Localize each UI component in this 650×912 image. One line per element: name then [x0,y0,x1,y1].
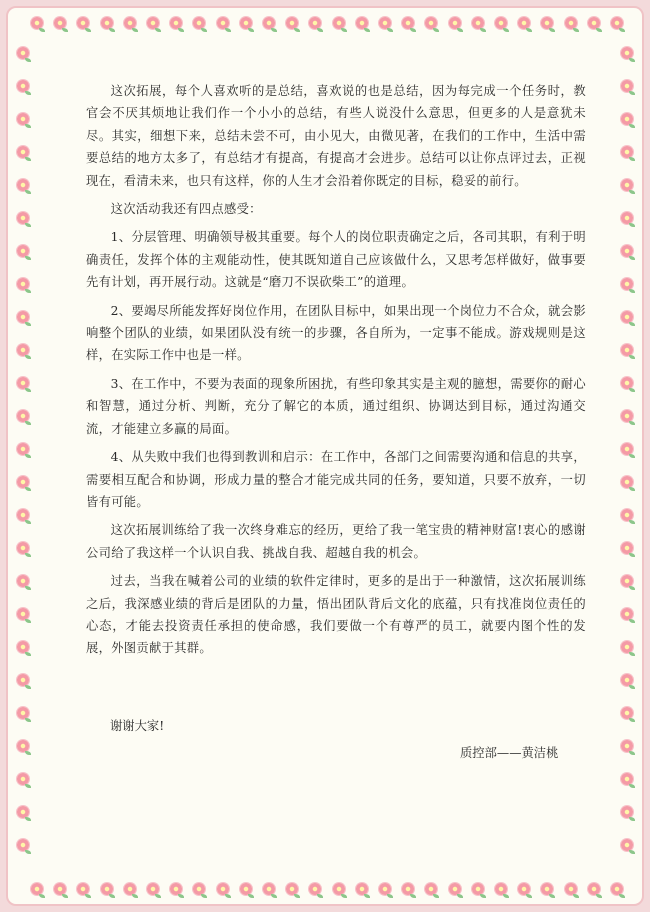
leaf-icon [629,388,635,392]
leaf-icon [178,894,184,898]
leaf-icon [25,685,31,689]
leaf-icon [480,28,486,32]
closing-text: 谢谢大家! [110,719,165,733]
leaf-icon [201,28,207,32]
leaf-icon [629,487,635,491]
leaf-icon [294,28,300,32]
leaf-icon [629,454,635,458]
leaf-icon [25,124,31,128]
leaf-icon [25,652,31,656]
paragraph-4: 2、要竭尽所能发挥好岗位作用，在团队目标中，如果出现一个岗位力不合众，就会影响整个团队的业绩，如果团队没有统一的步骤，各自所为，一定事不能成。游戏规则是这样，在实际工作中也是一样。 [86,303,586,363]
leaf-icon [25,91,31,95]
leaf-icon [109,894,115,898]
leaf-icon [629,124,635,128]
leaf-icon [271,894,277,898]
leaf-icon [526,28,532,32]
leaf-icon [629,322,635,326]
leaf-icon [25,388,31,392]
leaf-icon [25,58,31,62]
leaf-icon [387,28,393,32]
leaf-icon [629,817,635,821]
leaf-icon [25,751,31,755]
leaf-icon [62,28,68,32]
leaf-icon [629,289,635,293]
leaf-icon [596,28,602,32]
leaf-icon [629,619,635,623]
leaf-icon [629,223,635,227]
leaf-icon [25,817,31,821]
leaf-icon [25,157,31,161]
leaf-icon [271,28,277,32]
leaf-icon [317,28,323,32]
leaf-icon [25,355,31,359]
leaf-icon [39,894,45,898]
leaf-icon [619,894,625,898]
leaf-icon [629,91,635,95]
leaf-icon [364,894,370,898]
leaf-icon [629,751,635,755]
leaf-icon [25,619,31,623]
leaf-icon [248,28,254,32]
paragraph-8: 过去，当我在喊着公司的业绩的软件定律时，更多的是出于一种激情，这次拓展训练之后，我深感业绩的背后是团队的力量，悟出团队背后文化的底蕴，只有找准岗位责任的心态，才能去投资责任承担的使命感，我们要做一个有尊严的员工，就要内图个性的发展，外图贡献于其群。 [86,574,586,656]
paragraph-2: 这次活动我还有四点感受： [110,202,262,217]
signature: 质控部——黄洁桃 [460,746,559,760]
leaf-icon [629,850,635,854]
leaf-icon [25,256,31,260]
leaf-icon [85,894,91,898]
leaf-icon [629,157,635,161]
leaf-icon [248,894,254,898]
letter-body [86,80,586,666]
leaf-icon [629,190,635,194]
leaf-icon [503,28,509,32]
leaf-icon [364,28,370,32]
leaf-icon [25,190,31,194]
leaf-icon [457,28,463,32]
leaf-icon [25,421,31,425]
leaf-icon [341,28,347,32]
leaf-icon [629,685,635,689]
leaf-icon [225,894,231,898]
leaf-icon [629,58,635,62]
paragraph-3: 1、分层管理、明确领导极其重要。每个人的岗位职责确定之后，各司其职，有利于明确责任，发挥个体的主观能动性，使其既知道自己应该做什么，又思考怎样做好，做事要先有计划，再开展行动。这就是“磨刀不误砍柴工”的道理。 [86,230,586,290]
leaf-icon [85,28,91,32]
leaf-icon [294,894,300,898]
leaf-icon [132,28,138,32]
leaf-icon [629,421,635,425]
leaf-icon [526,894,532,898]
leaf-icon [629,784,635,788]
leaf-icon [549,28,555,32]
leaf-icon [155,894,161,898]
leaf-icon [25,289,31,293]
leaf-icon [629,652,635,656]
leaf-icon [457,894,463,898]
paragraph-6: 4、从失败中我们也得到教训和启示：在工作中，各部门之间需要沟通和信息的共享，需要相互配合和协调，形成力量的整合才能完成共同的任务，要知道，只要不放弃，一切皆有可能。 [86,450,586,509]
paragraph-1: 这次拓展，每个人喜欢听的是总结，喜欢说的也是总结，因为每完成一个任务时，教官会不厌其烦地让我们作一个小小的总结，有些人说没什么意思，但更多的人是意犹未尽。其实，细想下来，总结未尝不可，由小见大，由微见著，在我们的工作中，生活中需要总结的地方太多了，有总结才有提高，有提高才会进步。总结可以让你点评过去，正视现在，看清未来，也只有这样，你的人生才会沿着你既定的目标，稳妥的前行。 [86,84,586,188]
leaf-icon [341,894,347,898]
leaf-icon [629,586,635,590]
leaf-icon [39,28,45,32]
letter-paper [6,6,644,906]
leaf-icon [109,28,115,32]
leaf-icon [573,894,579,898]
leaf-icon [619,28,625,32]
leaf-icon [480,894,486,898]
leaf-icon [596,894,602,898]
leaf-icon [25,487,31,491]
paragraph-7: 这次拓展训练给了我一次终身难忘的经历，更给了我一笔宝贵的精神财富!衷心的感谢公司给了我这样一个认识自我、挑战自我、超越自我的机会。 [86,523,586,560]
leaf-icon [629,553,635,557]
leaf-icon [503,894,509,898]
leaf-icon [629,718,635,722]
leaf-icon [629,355,635,359]
leaf-icon [433,28,439,32]
leaf-icon [225,28,231,32]
leaf-icon [201,894,207,898]
leaf-icon [25,454,31,458]
leaf-icon [25,586,31,590]
leaf-icon [155,28,161,32]
leaf-icon [25,553,31,557]
leaf-icon [629,520,635,524]
leaf-icon [629,256,635,260]
paragraph-5: 3、在工作中，不要为表面的现象所困扰，有些印象其实是主观的臆想，需要你的耐心和智慧，通过分析、判断，充分了解它的本质，通过组织、协调达到目标，通过沟通交流，才能建立多赢的局面。 [86,376,586,436]
leaf-icon [25,322,31,326]
leaf-icon [25,520,31,524]
leaf-icon [25,850,31,854]
leaf-icon [573,28,579,32]
leaf-icon [132,894,138,898]
leaf-icon [387,894,393,898]
leaf-icon [25,223,31,227]
leaf-icon [62,894,68,898]
leaf-icon [410,28,416,32]
leaf-icon [549,894,555,898]
leaf-icon [433,894,439,898]
leaf-icon [410,894,416,898]
leaf-icon [178,28,184,32]
leaf-icon [25,784,31,788]
leaf-icon [25,718,31,722]
leaf-icon [317,894,323,898]
